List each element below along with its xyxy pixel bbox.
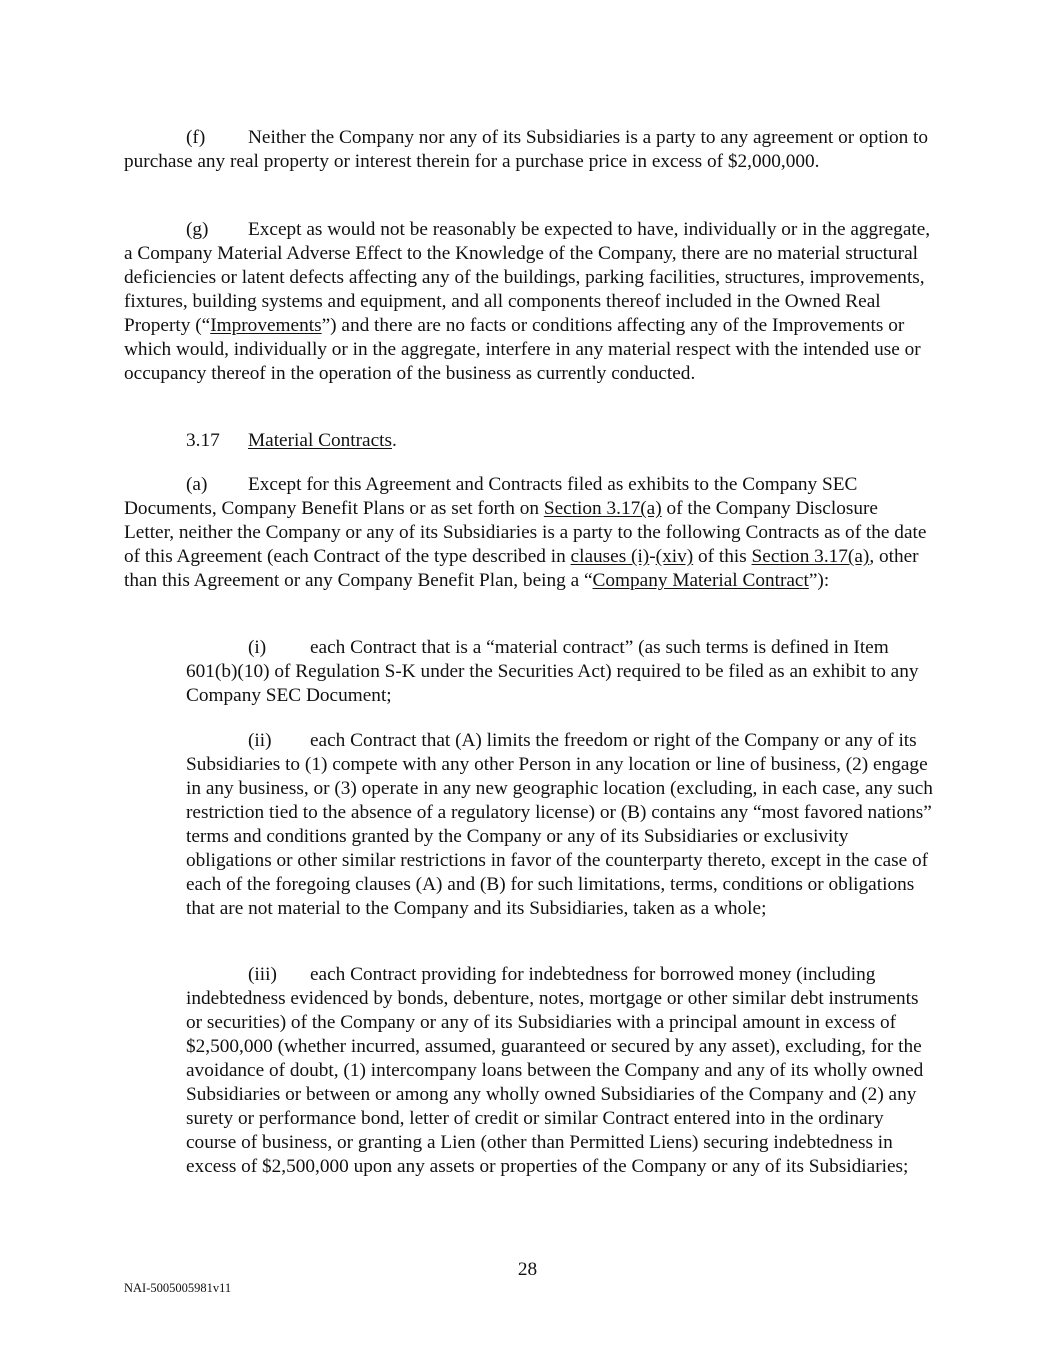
paragraph-a <box>124 473 932 593</box>
paragraph-text: each Contract that (A) limits the freedom or right of the Company or any of its Subsidiaries to (1) compete with any other Person in any location or line of business, (2) engage in any business, or (3) operate in any new geographic location (excluding, in each case, any such restriction tied to the absence of a regulatory license) or (B) contains any “most favored nations” terms and conditions granted by the Company or any of its Subsidiaries or exclusivity obligations or other similar restrictions in favor of the counterparty thereto, except in the case of each of the foregoing clauses (A) and (B) for such limitations, terms, conditions or obligations that are not material to the Company and its Subsidiaries, taken as a whole; <box>186 730 933 919</box>
paragraph-label: (a) <box>186 474 208 495</box>
paragraph-i <box>186 636 934 708</box>
paragraph-label: (iii) <box>248 964 277 985</box>
paragraph-text: Neither the Company nor any of its Subsidiaries is a party to any agreement or option to purchase any real property or interest therein for a purchase price in excess of $2,000,000. <box>124 127 929 172</box>
defined-term: Company Material Contract <box>592 570 809 591</box>
defined-term: Improvements <box>210 315 322 336</box>
paragraph-text: , other than this Agreement or any Company Benefit Plan, being a “ <box>124 546 919 591</box>
paragraph-label: (ii) <box>248 730 272 751</box>
section-number: 3.17 <box>186 430 220 451</box>
paragraph-text: - <box>649 546 656 567</box>
paragraph-text: each Contract providing for indebtedness for borrowed money (including indebtedness evidenced by bonds, debenture, notes, mortgage or other similar debt instruments or securities) of the Company or any of its Subsidiaries with a principal amount in excess of $2,500,000 (whether incurred, assumed, guaranteed or secured by any asset), excluding, for the avoidance of doubt, (1) intercompany loans between the Company and any of its wholly owned Subsidiaries or between or among any wholly owned Subsidiaries of the Company and (2) any surety or performance bond, letter of credit or similar Contract entered into in the ordinary course of business, or granting a Lien (other than Permitted Liens) securing indebtedness in excess of $2,500,000 upon any assets or properties of the Company or any of its Subsidiaries; <box>186 964 924 1177</box>
paragraph-text: ”) and there are no facts or conditions affecting any of the Improvements or which would, individually or in the aggregate, interfere in any material respect with the intended use or occupancy thereof in the operation of the business as currently conducted. <box>124 315 921 384</box>
paragraph-text: of the Company Disclosure Letter, neither the Company or any of its Subsidiaries is a party to the following Contracts as of the date of this Agreement (each Contract of the type described in <box>124 498 927 567</box>
cross-reference: (xiv) <box>655 546 694 567</box>
cross-reference: Section 3.17(a) <box>751 546 870 567</box>
paragraph-label: (f) <box>186 127 206 148</box>
paragraph-f <box>124 126 932 174</box>
section-heading <box>124 429 932 453</box>
cross-reference: clauses (i) <box>570 546 650 567</box>
cross-reference: Section 3.17(a) <box>543 498 662 519</box>
paragraph-label: (i) <box>248 637 267 658</box>
page-number: 28 <box>517 1259 538 1280</box>
document-id: NAI-5005005981v11 <box>124 1281 232 1295</box>
paragraph-iii <box>186 963 934 1179</box>
paragraph-text: Except for this Agreement and Contracts filed as exhibits to the Company SEC Documents, Company Benefit Plans or as set forth on <box>124 474 858 519</box>
paragraph-g <box>124 218 932 386</box>
paragraph-text: each Contract that is a “material contract” (as such terms is defined in Item 601(b)(10) of Regulation S-K under the Securities Act) required to be filed as an exhibit to any Company SEC Document; <box>186 637 919 706</box>
paragraph-ii <box>186 729 934 921</box>
paragraph-text: of this <box>693 546 752 567</box>
paragraph-text: ”): <box>808 570 830 591</box>
section-title-suffix: . <box>392 430 397 451</box>
section-title: Material Contracts <box>248 430 393 451</box>
paragraph-label: (g) <box>186 219 209 240</box>
paragraph-text: Except as would not be reasonably be expected to have, individually or in the aggregate, a Company Material Adverse Effect to the Knowledge of the Company, there are no material structural deficiencies or latent defects affecting any of the buildings, parking facilities, structures, improvements, fixtures, building systems and equipment, and all components thereof included in the Owned Real Property (“ <box>124 219 931 336</box>
